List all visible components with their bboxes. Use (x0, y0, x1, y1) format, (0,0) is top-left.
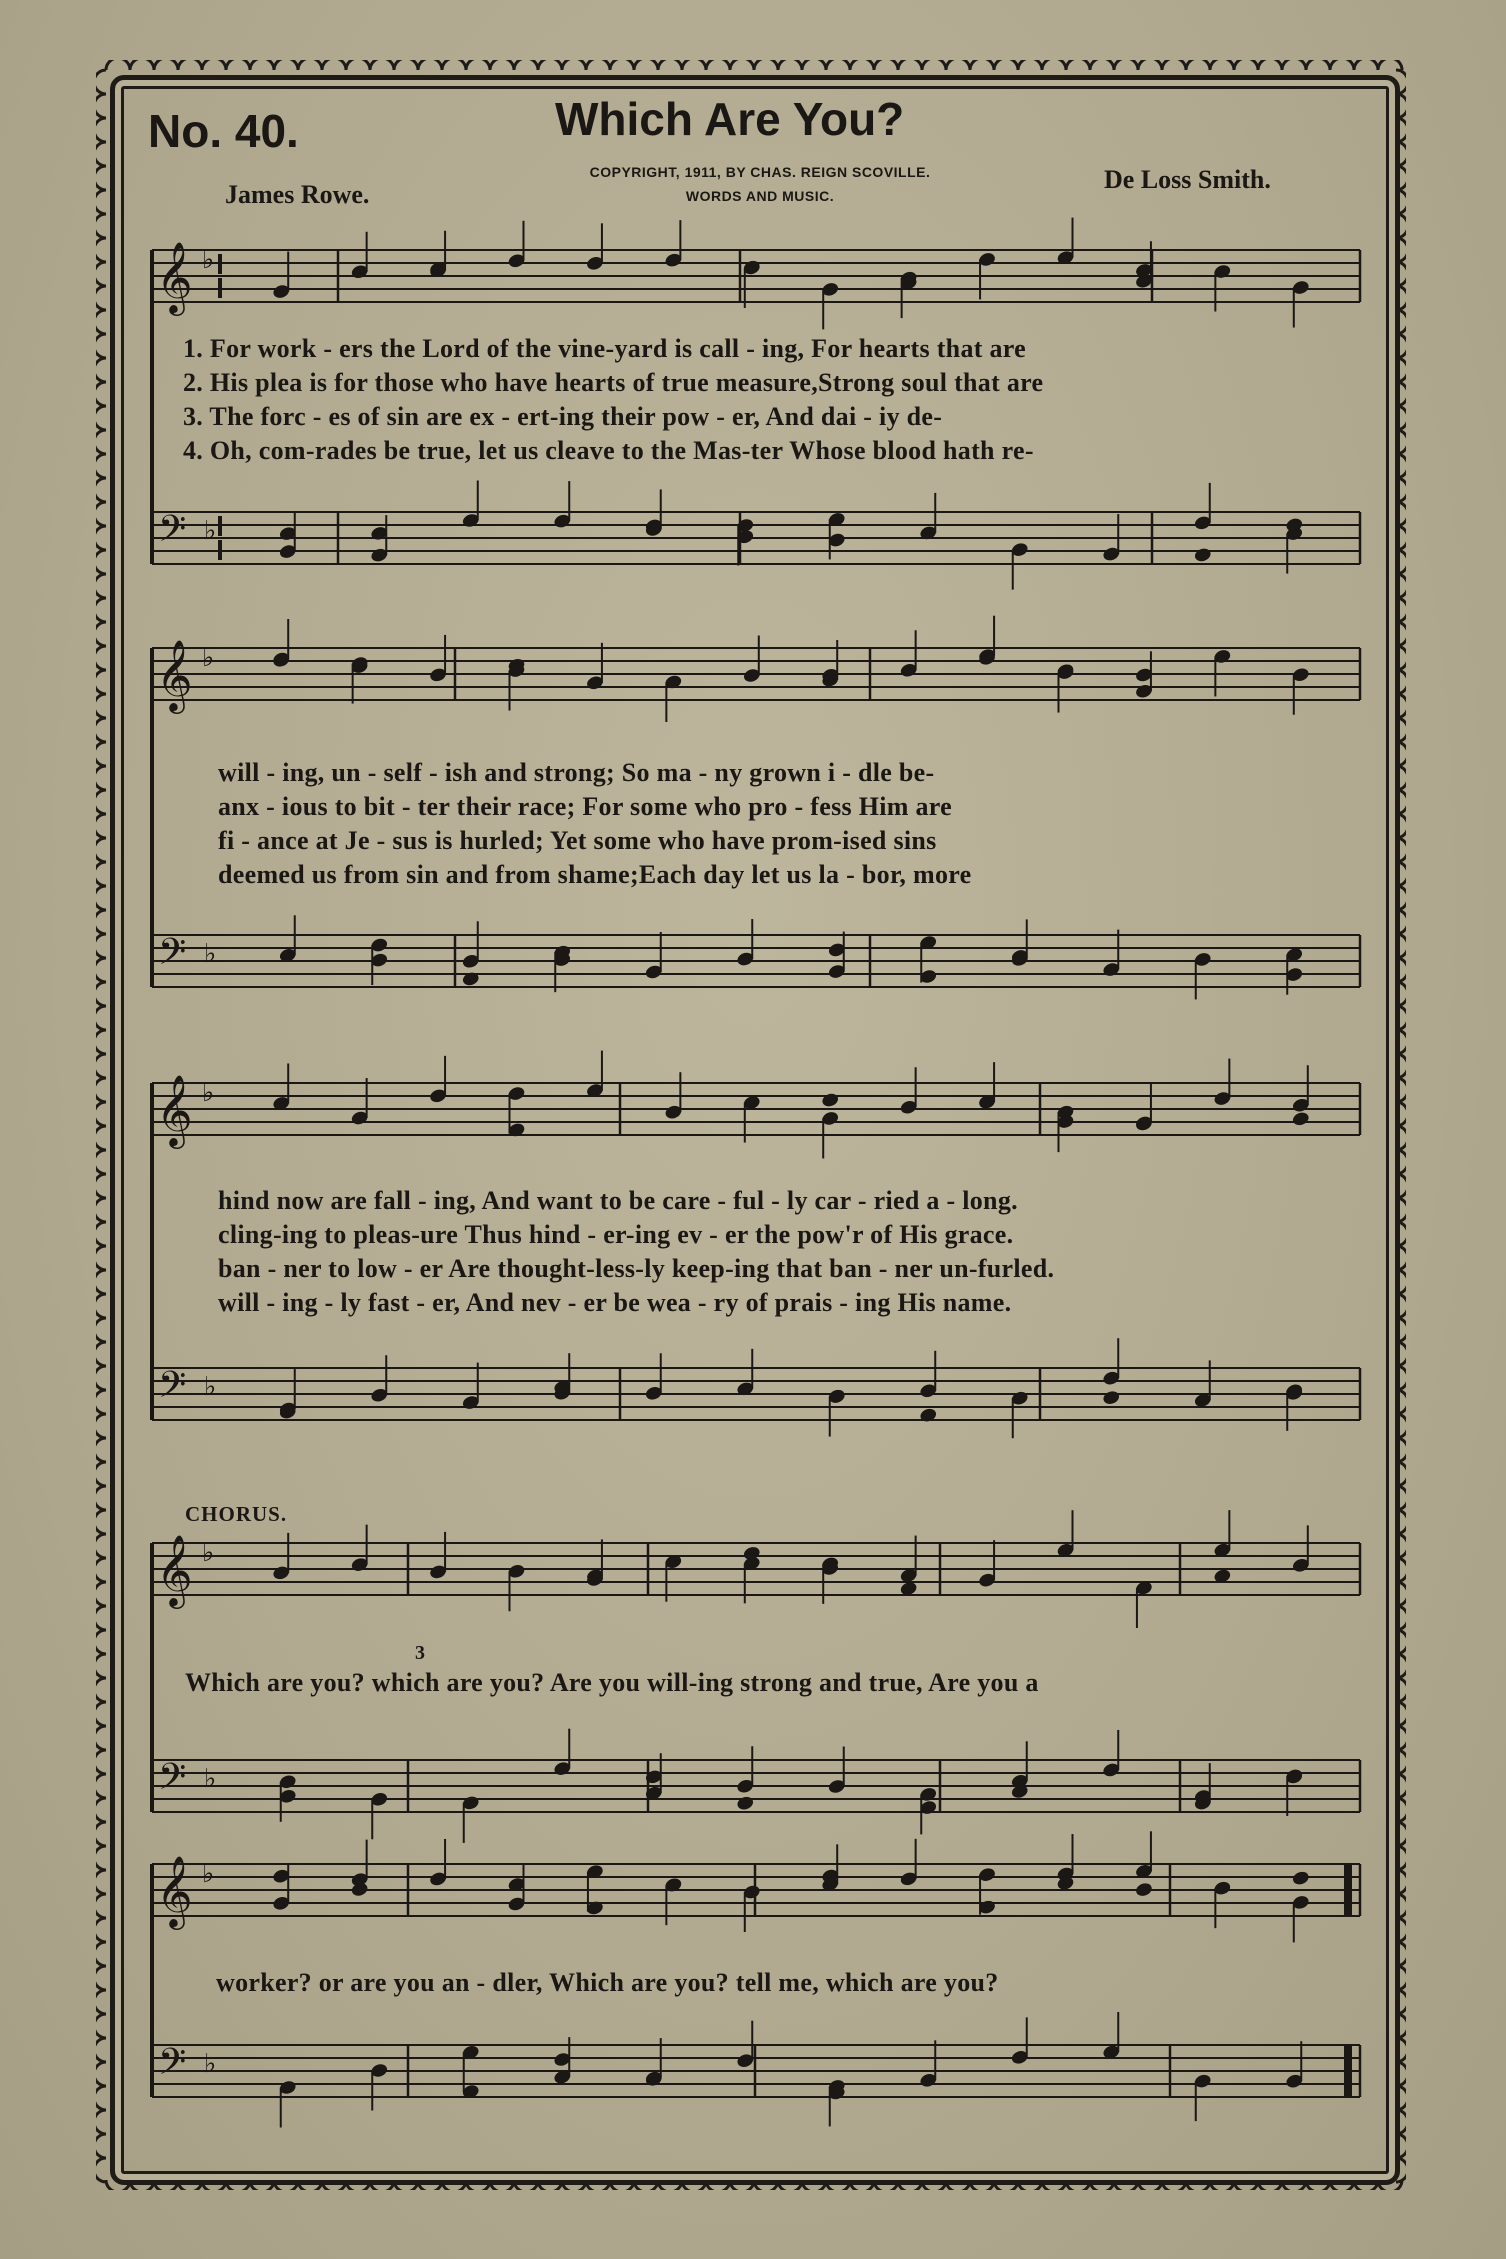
verse-3-line-1: 3. The forc - es of sin are ex - ert-ing their pow - er, And dai - iy de- (183, 402, 943, 431)
bass-staff (152, 1368, 1360, 1420)
flat-icon: ♭ (204, 1764, 217, 1794)
note-head (821, 1092, 840, 1109)
flat-icon: ♭ (202, 245, 215, 275)
bass-staff (152, 512, 1360, 564)
verse-4-line-3: will - ing - ly fast - er, And nev - er be wea - ry of prais - ing His name. (218, 1288, 1012, 1317)
treble-clef-icon: 𝄞 (156, 638, 193, 711)
verse-4-line-2: deemed us from sin and from shame;Each day let us la - bor, more (218, 860, 972, 889)
bass-notes (278, 480, 1304, 589)
flat-icon: ♭ (204, 516, 217, 546)
treble-notes (272, 1051, 1311, 1159)
treble-staff (152, 1083, 1360, 1135)
note-head (736, 1795, 755, 1812)
verse-2-line-3: cling-ing to pleas-ure Thus hind - er-ing ev - er the pow'r of His grace. (218, 1220, 1014, 1249)
composer: De Loss Smith. (1104, 165, 1271, 194)
treble-notes (272, 218, 1311, 330)
hymn-number: No. 40. (148, 105, 299, 157)
bass-notes (278, 1338, 1304, 1438)
treble-clef-icon: 𝄞 (156, 240, 193, 313)
final-bar (1344, 2045, 1352, 2097)
verse-1-line-1: 1. For work - ers the Lord of the vine-yard is call - ing, For hearts that are (183, 334, 1027, 363)
treble-notes (272, 616, 1311, 722)
treble-clef-icon: 𝄞 (156, 1533, 193, 1606)
bass-clef-icon: 𝄢 (158, 508, 187, 559)
chorus-lyric-line-2: worker? or are you an - dler, Which are you? tell me, which are you? (216, 1968, 999, 1997)
verse-4-line-1: 4. Oh, com-rades be true, let us cleave to the Mas-ter Whose blood hath re- (183, 436, 1034, 465)
treble-notes (272, 1831, 1311, 1942)
flat-icon: ♭ (202, 1538, 215, 1568)
treble-staff (152, 250, 1360, 302)
flat-icon: ♭ (202, 643, 215, 673)
note-head (1134, 1881, 1153, 1898)
treble-clef-icon: 𝄞 (156, 1854, 193, 1927)
flat-icon: ♭ (202, 1078, 215, 1108)
time-signature-mark (218, 278, 222, 298)
words-and-music-line: WORDS AND MUSIC. (685, 188, 835, 204)
final-bar (1344, 1864, 1352, 1916)
verse-2-line-2: anx - ious to bit - ter their race; For some who pro - fess Him are (218, 792, 953, 821)
time-signature-mark (218, 516, 222, 536)
time-signature-mark (218, 254, 222, 274)
triplet-mark: 3 (415, 1642, 426, 1664)
bass-staff (152, 935, 1360, 987)
flat-icon: ♭ (204, 2049, 217, 2079)
treble-clef-icon: 𝄞 (156, 1073, 193, 1146)
bass-clef-icon: 𝄢 (158, 1756, 187, 1807)
lyricist: James Rowe. (225, 180, 370, 209)
verse-3-line-2: fi - ance at Je - sus is hurled; Yet some who have prom-ised sins (218, 826, 937, 855)
note-head (1291, 1870, 1310, 1887)
chorus-lyric-line-1: Which are you? which are you? Are you will-ing strong and true, Are you a (185, 1668, 1039, 1697)
verse-3-line-3: ban - ner to low - er Are thought-less-ly keep-ing that ban - ner un-furled. (218, 1254, 1055, 1283)
verse-1-line-2: will - ing, un - self - ish and strong; So ma - ny grown i - dle be- (218, 758, 935, 787)
flat-icon: ♭ (202, 1859, 215, 1889)
bass-staff (152, 2045, 1360, 2097)
chorus-label: CHORUS. (185, 1502, 288, 1526)
verse-1-line-3: hind now are fall - ing, And want to be care - ful - ly car - ried a - long. (218, 1186, 1018, 1215)
verse-2-line-1: 2. His plea is for those who have hearts of true measure,Strong soul that are (183, 368, 1044, 397)
note-head (742, 1545, 761, 1562)
time-signature-mark (218, 540, 222, 560)
note-head (1193, 547, 1212, 564)
flat-icon: ♭ (204, 1372, 217, 1402)
bass-staff (152, 1760, 1360, 1812)
bass-clef-icon: 𝄢 (158, 931, 187, 982)
bass-notes (278, 2012, 1304, 2127)
copyright-line: COPYRIGHT, 1911, BY CHAS. REIGN SCOVILLE. (589, 164, 931, 180)
bass-clef-icon: 𝄢 (158, 2041, 187, 2092)
note-head (1102, 1389, 1121, 1406)
hymn-title: Which Are You? (555, 93, 905, 145)
note-head (1291, 1110, 1310, 1127)
note-head (919, 1407, 938, 1424)
bass-clef-icon: 𝄢 (158, 1364, 187, 1415)
flat-icon: ♭ (204, 939, 217, 969)
